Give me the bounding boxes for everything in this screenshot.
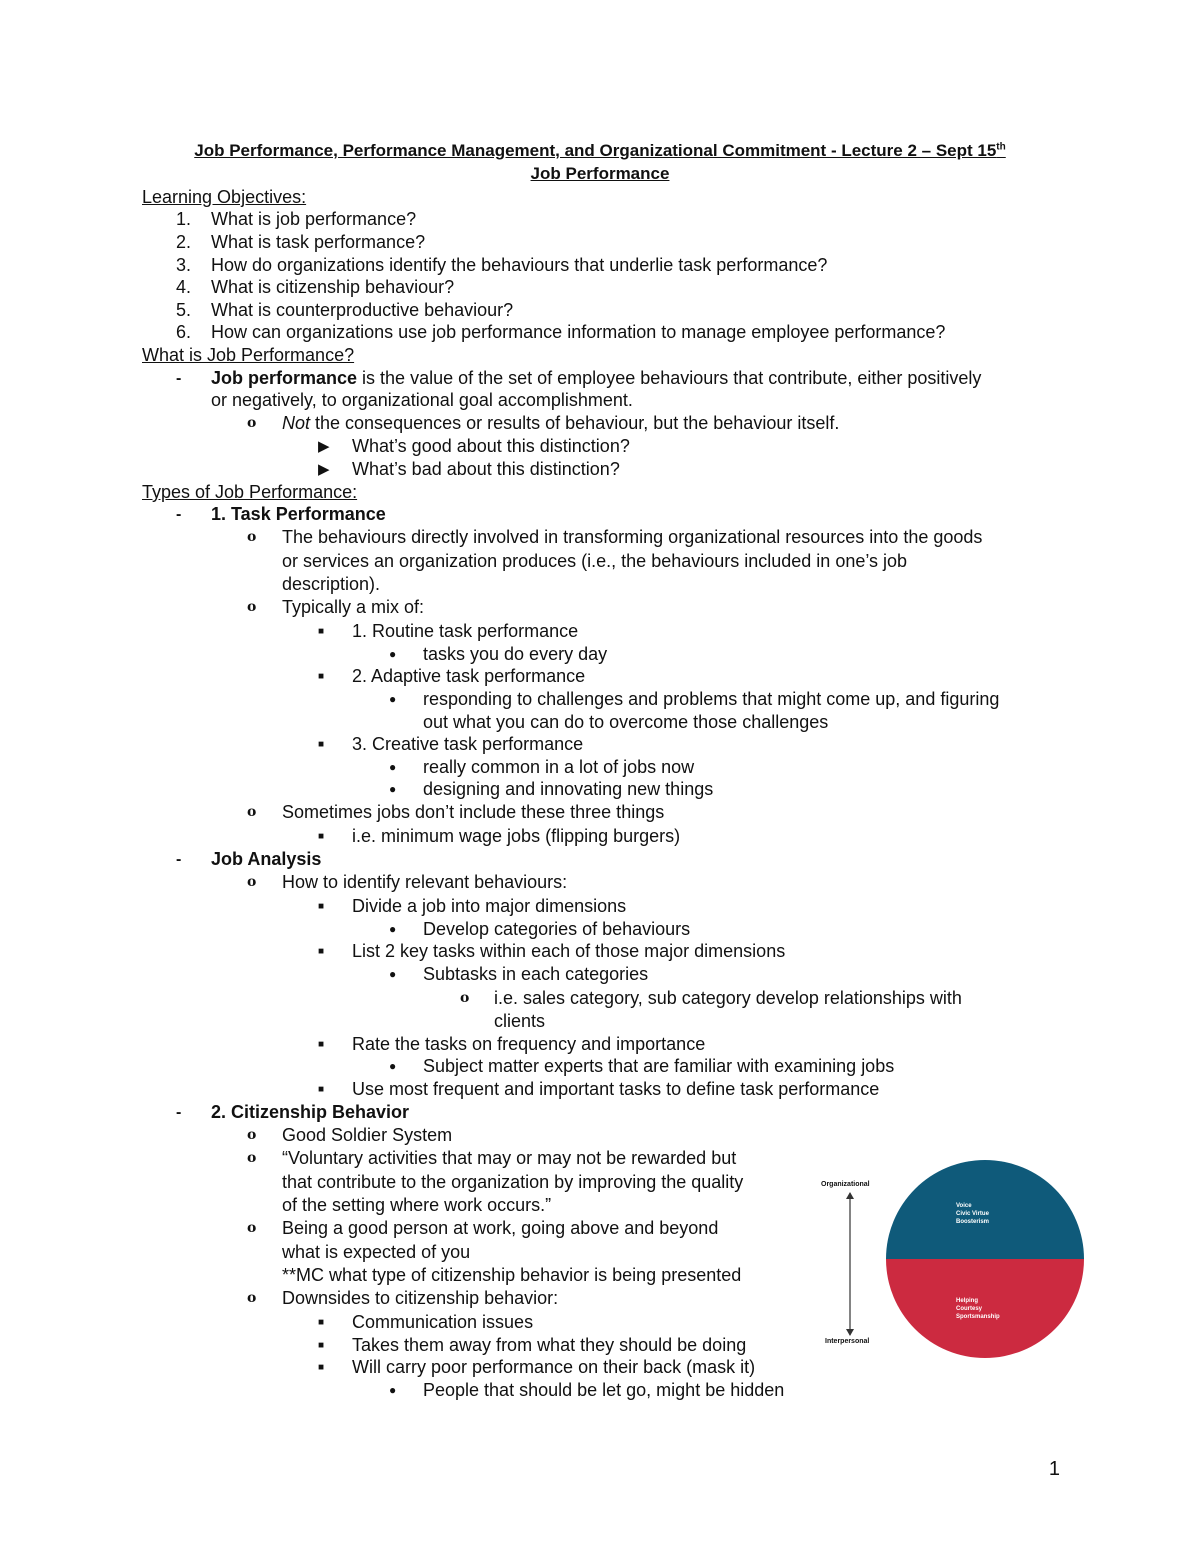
citizenship-figure — [818, 1155, 1090, 1365]
routine-sub: tasks you do every day — [423, 644, 608, 664]
dash-bullet: - — [176, 370, 182, 387]
square-bullet: ■ — [318, 901, 325, 912]
arrow-bullet-icon: ▶ — [318, 438, 330, 455]
definition-line: Job performance is the value of the set of employee behaviours that contribute, either positively — [211, 368, 982, 388]
dot-bullet: ● — [389, 1383, 397, 1397]
analysis-how: How to identify relevant behaviours: — [282, 872, 568, 892]
learning-objectives-heading: Learning Objectives: — [142, 187, 307, 207]
square-bullet: ■ — [318, 1340, 325, 1351]
dot-bullet: ● — [389, 782, 397, 796]
citizenship-good: Being a good person at work, going above and beyond — [282, 1218, 719, 1238]
arrow-bullet-icon: ▶ — [318, 461, 330, 478]
helping-label: Helping — [956, 1298, 978, 1304]
not-line: Not the consequences or results of behaviour, but the behaviour itself. — [282, 413, 840, 433]
square-bullet: ■ — [318, 626, 325, 637]
citizenship-downsides: Downsides to citizenship behavior: — [282, 1288, 559, 1308]
sportsmanship-label: Sportsmanship — [956, 1314, 1000, 1320]
page-number: 1 — [1048, 1458, 1060, 1480]
citizenship-mc-note: **MC what type of citizenship behavior is being presented — [282, 1265, 742, 1285]
citizenship-heading: 2. Citizenship Behavior — [211, 1102, 410, 1122]
objective-number: 5. — [176, 300, 192, 320]
objective-text: How can organizations use job performance information to manage employee performance? — [211, 322, 946, 342]
dot-bullet: ● — [389, 647, 397, 661]
creative-line: 3. Creative task performance — [352, 734, 584, 754]
downside-sub: People that should be let go, might be hidden — [423, 1380, 785, 1400]
bad-question: What’s bad about this distinction? — [352, 459, 620, 479]
dot-bullet: ● — [389, 760, 397, 774]
routine-line: 1. Routine task performance — [352, 621, 579, 641]
task-performance-heading: 1. Task Performance — [211, 504, 386, 524]
objective-text: How do organizations identify the behaviours that underlie task performance? — [211, 255, 828, 275]
task-def-line: or services an organization produces (i.e., the behaviours included in one’s job — [282, 551, 908, 571]
dot-bullet: ● — [389, 922, 397, 936]
analysis-sme: Subject matter experts that are familiar with examining jobs — [423, 1056, 895, 1076]
dot-bullet: ● — [389, 692, 397, 706]
mix-line: Typically a mix of: — [282, 597, 425, 617]
objective-text: What is citizenship behaviour? — [211, 277, 455, 297]
objective-number: 2. — [176, 232, 192, 252]
analysis-develop: Develop categories of behaviours — [423, 919, 691, 939]
arrow-down-icon — [846, 1329, 854, 1336]
objective-text: What is counterproductive behaviour? — [211, 300, 514, 320]
citizenship-gss: Good Soldier System — [282, 1125, 453, 1145]
circle-bullet: o — [247, 1127, 257, 1143]
voice-label: Voice — [956, 1203, 972, 1209]
analysis-divide: Divide a job into major dimensions — [352, 896, 627, 916]
circle-bullet: o — [247, 1220, 257, 1236]
task-def-line: The behaviours directly involved in transforming organizational resources into the goods — [282, 527, 983, 547]
square-bullet: ■ — [318, 946, 325, 957]
creative-sub: really common in a lot of jobs now — [423, 757, 695, 777]
circle-bullet: o — [247, 529, 257, 545]
circle-bullet: o — [247, 415, 257, 431]
circle-bullet: o — [247, 1290, 257, 1306]
dash-bullet: - — [176, 506, 182, 523]
square-bullet: ■ — [318, 1362, 325, 1373]
types-heading: Types of Job Performance: — [142, 482, 358, 502]
square-bullet: ■ — [318, 1039, 325, 1050]
objective-number: 4. — [176, 277, 192, 297]
analysis-example: clients — [494, 1011, 546, 1031]
dot-bullet: ● — [389, 1059, 397, 1073]
arrow-up-icon — [846, 1192, 854, 1199]
square-bullet: ■ — [318, 1317, 325, 1328]
adaptive-line: 2. Adaptive task performance — [352, 666, 586, 686]
civic-virtue-label: Civic Virtue — [956, 1211, 989, 1217]
circle-bullet: o — [247, 599, 257, 615]
objective-number: 1. — [176, 209, 192, 229]
job-analysis-heading: Job Analysis — [211, 849, 322, 869]
good-question: What’s good about this distinction? — [352, 436, 630, 456]
courtesy-label: Courtesy — [956, 1306, 983, 1312]
analysis-use: Use most frequent and important tasks to define task performance — [352, 1079, 880, 1099]
circle-bullet: o — [247, 804, 257, 820]
downside-item: Will carry poor performance on their back (mask it) — [352, 1357, 756, 1377]
sometimes-line: Sometimes jobs don’t include these three things — [282, 802, 665, 822]
citizenship-quote: of the setting where work occurs.” — [282, 1195, 552, 1215]
downside-item: Communication issues — [352, 1312, 534, 1332]
circle-bullet: o — [460, 990, 470, 1006]
adaptive-sub: responding to challenges and problems that might come up, and figuring — [423, 689, 1000, 709]
dot-bullet: ● — [389, 967, 397, 981]
analysis-example: i.e. sales category, sub category develop relationships with — [494, 988, 962, 1008]
document-title: Job Performance, Performance Management, and Organizational Commitment - Lecture 2 – Sept 15th — [194, 141, 1006, 160]
definition-line: or negatively, to organizational goal accomplishment. — [211, 390, 633, 410]
dash-bullet: - — [176, 1104, 182, 1121]
citizenship-quote: “Voluntary activities that may or may not be rewarded but — [282, 1148, 737, 1168]
what-is-heading: What is Job Performance? — [142, 345, 355, 365]
objective-text: What is task performance? — [211, 232, 426, 252]
organizational-half — [886, 1160, 1084, 1259]
boosterism-label: Boosterism — [956, 1219, 990, 1225]
citizenship-good: what is expected of you — [282, 1242, 471, 1262]
analysis-list: List 2 key tasks within each of those major dimensions — [352, 941, 786, 961]
organizational-label: Organizational — [821, 1181, 870, 1188]
analysis-subtasks: Subtasks in each categories — [423, 964, 649, 984]
creative-sub: designing and innovating new things — [423, 779, 714, 799]
square-bullet: ■ — [318, 831, 325, 842]
citizenship-quote: that contribute to the organization by improving the quality — [282, 1172, 744, 1192]
circle-bullet: o — [247, 874, 257, 890]
objective-number: 6. — [176, 322, 192, 342]
square-bullet: ■ — [318, 1084, 325, 1095]
adaptive-sub: out what you can do to overcome those challenges — [423, 712, 829, 732]
objective-number: 3. — [176, 255, 192, 275]
objective-text: What is job performance? — [211, 209, 417, 229]
analysis-rate: Rate the tasks on frequency and importance — [352, 1034, 706, 1054]
interpersonal-half — [886, 1259, 1084, 1358]
document-subtitle: Job Performance — [530, 164, 670, 183]
square-bullet: ■ — [318, 739, 325, 750]
circle-bullet: o — [247, 1150, 257, 1166]
task-def-line: description). — [282, 574, 381, 594]
sometimes-sub: i.e. minimum wage jobs (flipping burgers) — [352, 826, 681, 846]
square-bullet: ■ — [318, 671, 325, 682]
downside-item: Takes them away from what they should be doing — [352, 1335, 747, 1355]
dash-bullet: - — [176, 851, 182, 868]
interpersonal-label: Interpersonal — [825, 1338, 870, 1345]
